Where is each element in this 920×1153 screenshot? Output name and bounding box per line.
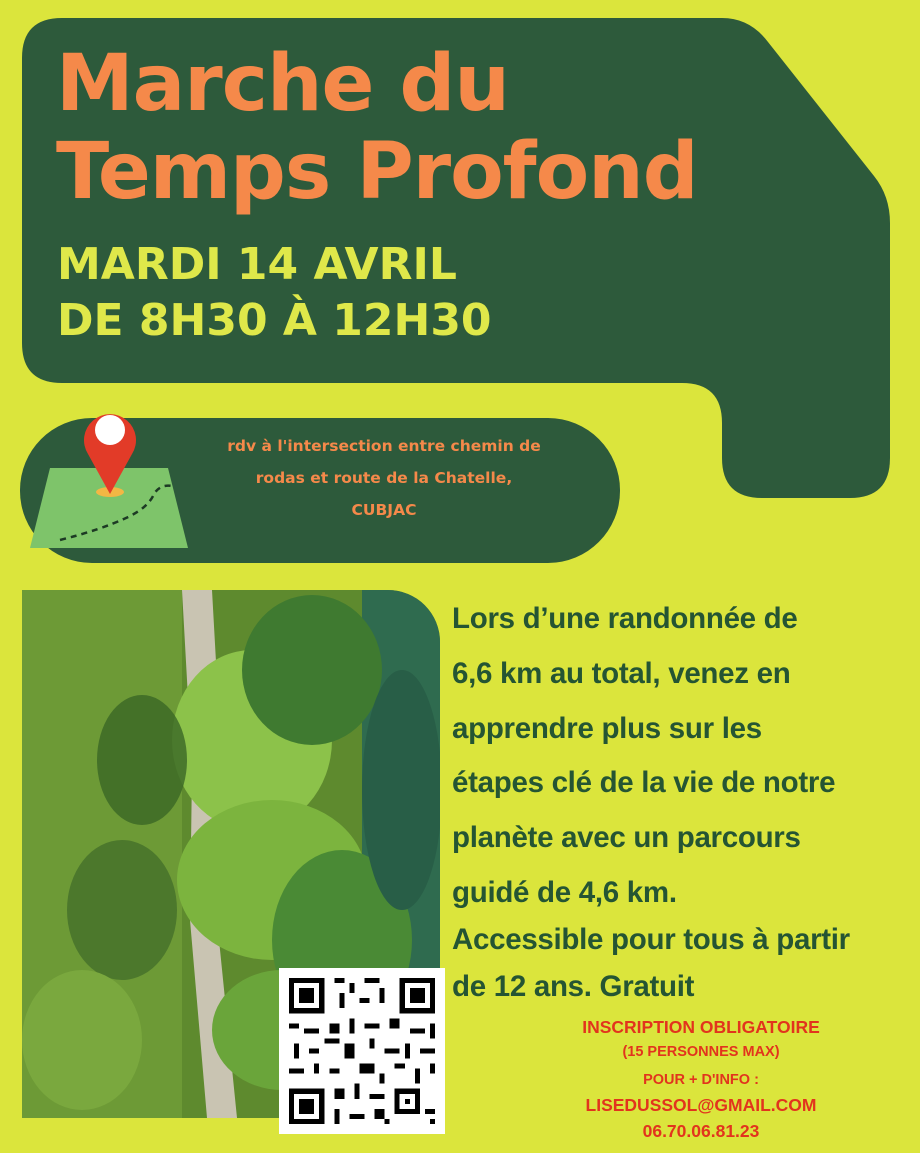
map-pin-icon [30, 390, 192, 550]
registration-info [520, 1014, 882, 1144]
event-title: Marche du Temps Profond [56, 39, 698, 217]
event-date: MARDI 14 AVRIL DE 8H30 À 12H30 [57, 239, 492, 346]
registration-required: INSCRIPTION OBLIGATOIRE [582, 1017, 820, 1037]
contact-phone[interactable]: 06.70.06.81.23 [642, 1121, 760, 1141]
qr-code[interactable] [279, 968, 445, 1134]
capacity-note: (15 PERSONNES MAX) [622, 1044, 780, 1060]
contact-email[interactable]: LISEDUSSOL@GMAIL.COM [585, 1095, 817, 1115]
more-info-label: POUR + D'INFO : [643, 1072, 759, 1088]
meeting-point: rdv à l'intersection entre chemin de rodas et route de la Chatelle, CUBJAC [227, 437, 541, 519]
event-description: Lors d’une randonnée de 6,6 km au total, venez en apprendre plus sur les étapes clé de la vie de notre planète avec un parcours guidé de 4,6 km. Accessible pour tous à partir de 12 ans. Gratuit [452, 602, 850, 1003]
